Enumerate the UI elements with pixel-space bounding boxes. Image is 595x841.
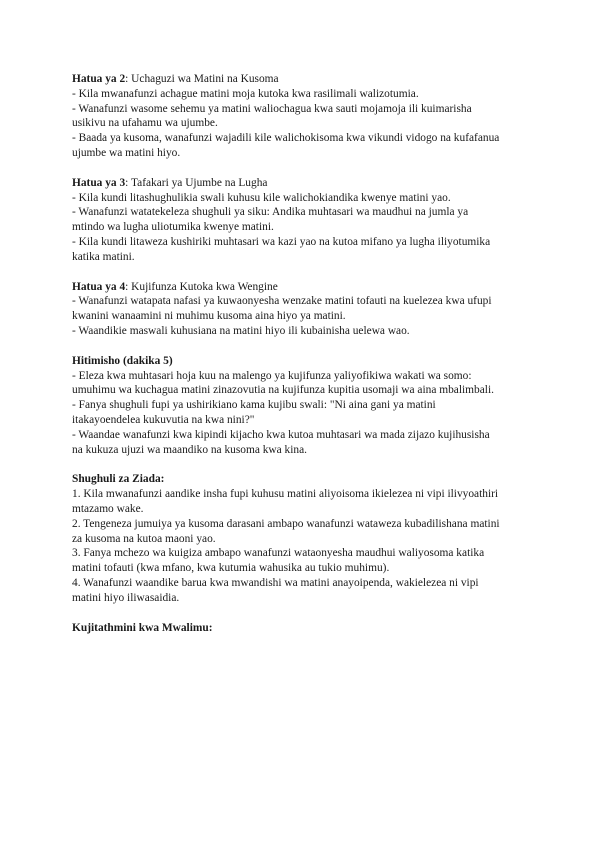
- paragraph-gap: [72, 606, 537, 621]
- section-heading: [72, 72, 537, 87]
- section-heading: Kujitathmini kwa Mwalimu:: [72, 621, 213, 634]
- paragraph-gap: [72, 265, 537, 280]
- body-line: mtazamo wake.: [72, 502, 144, 515]
- body-line: - Wanafunzi watatekeleza shughuli ya siku: Andika muhtasari wa maudhui na jumla ya: [72, 206, 469, 219]
- section-hitimisho: [72, 354, 537, 458]
- body-line: - Fanya shughuli fupi ya ushirikiano kama kujibu swali: "Ni aina gani ya matini: [72, 399, 436, 412]
- body-line: matini hiyo iliwasaidia.: [72, 591, 180, 604]
- body-line: matini tofauti (kwa mfano, kwa kutumia wahusika au tukio muhimu).: [72, 562, 390, 575]
- heading-bold: Hatua ya 3: [72, 176, 126, 189]
- body-line: - Kila kundi litashughulikia swali kuhusu kile walichokiandika kwenye matini yao.: [72, 191, 451, 204]
- body-line: 2. Tengeneza jumuiya ya kusoma darasani ambapo wanafunzi wataweza kubadilishana matini: [72, 517, 500, 530]
- body-line: na kukuza ujuzi wa maandiko na kusoma kwa kina.: [72, 443, 308, 456]
- body-line: - Eleza kwa muhtasari hoja kuu na malengo ya kujifunza yaliyofikiwa wakati wa somo:: [72, 369, 472, 382]
- section-heading: [72, 280, 537, 295]
- body-line: - Kila kundi litaweza kushiriki muhtasari wa kazi yao na kutoa mifano ya lugha iliyotumika: [72, 235, 491, 248]
- section-heading: [72, 176, 537, 191]
- document-page: [72, 72, 537, 635]
- section-hatua-4: [72, 280, 537, 339]
- body-line: 1. Kila mwanafunzi aandike insha fupi kuhusu matini aliyoisoma ikielezea ni vipi ilivyoathiri: [72, 488, 499, 501]
- section-hatua-2: [72, 72, 537, 161]
- body-line: - Wanafunzi watapata nafasi ya kuwaonyesha wenzake matini tofauti na kuelezea kwa ufupi: [72, 295, 492, 308]
- body-line: - Waandikie maswali kuhusiana na matini hiyo ili kubainisha uelewa wao.: [72, 324, 410, 337]
- section-heading: Hitimisho (dakika 5): [72, 354, 173, 367]
- body-line: - Waandae wanafunzi kwa kipindi kijacho kwa kutoa muhtasari wa mada zijazo kujihusisha: [72, 428, 490, 441]
- body-line: katika matini.: [72, 250, 135, 263]
- body-line: mtindo wa lugha uliotumika kwenye matini.: [72, 221, 274, 234]
- heading-bold: Hatua ya 2: [72, 73, 126, 85]
- body-line: za kusoma na kutoa maoni yao.: [72, 532, 216, 545]
- paragraph-gap: [72, 457, 537, 472]
- section-heading: Shughuli za Ziada:: [72, 473, 165, 486]
- paragraph-gap: [72, 339, 537, 354]
- section-hatua-3: [72, 176, 537, 265]
- body-line: 3. Fanya mchezo wa kuigiza ambapo wanafunzi wataonyesha maudhui waliyosoma katika: [72, 547, 485, 560]
- heading-rest: : Uchaguzi wa Matini na Kusoma: [125, 73, 279, 85]
- section-kujitathmini: [72, 621, 537, 636]
- body-line: usikivu na ufahamu wa ujumbe.: [72, 117, 218, 130]
- paragraph-gap: [72, 161, 537, 176]
- body-line: umuhimu wa kuchagua matini zinazovutia na kujifunza kupitia usomaji wa aina mbalimbali.: [72, 384, 494, 397]
- heading-bold: Hatua ya 4: [72, 280, 126, 293]
- body-line: itakayoendelea kukuvutia na kwa nini?": [72, 413, 255, 426]
- body-line: - Wanafunzi wasome sehemu ya matini waliochagua kwa sauti mojamoja ili kuimarisha: [72, 102, 472, 115]
- section-shughuli-za-ziada: [72, 472, 537, 605]
- body-line: - Kila mwanafunzi achague matini moja kutoka kwa rasilimali walizotumia.: [72, 87, 419, 100]
- body-line: kwanini wanaamini ni muhimu kusoma aina hiyo ya matini.: [72, 310, 346, 323]
- heading-rest: : Tafakari ya Ujumbe na Lugha: [125, 176, 268, 189]
- body-line: ujumbe wa matini hiyo.: [72, 146, 181, 159]
- heading-rest: : Kujifunza Kutoka kwa Wengine: [125, 280, 278, 293]
- body-line: 4. Wanafunzi waandike barua kwa mwandishi wa matini anayoipenda, wakielezea ni vipi: [72, 576, 479, 589]
- body-line: - Baada ya kusoma, wanafunzi wajadili kile walichokisoma kwa vikundi vidogo na kufafanua: [72, 132, 500, 145]
